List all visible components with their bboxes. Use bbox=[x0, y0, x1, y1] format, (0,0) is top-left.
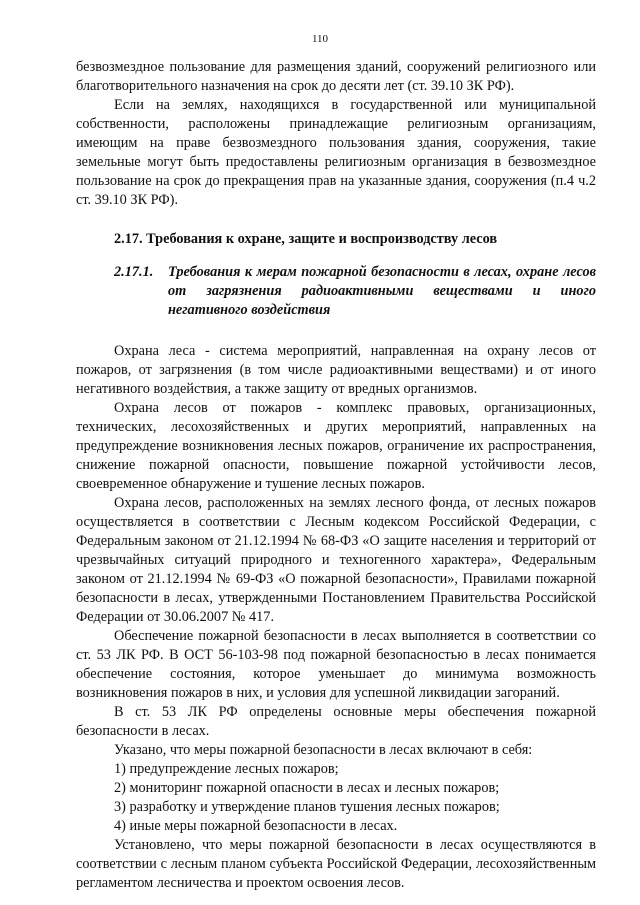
paragraph-fire-protection-definition: Охрана лесов от пожаров - комплекс правовых, организационных, технических, лесохозяйственных и других мероприятий, направленных на предупреждение возникновения лесных пожаров, ограничение их распространения, снижение пожарной опасности, повышение пожарной устойчивости лесов, своевременное обнаружение и тушение лесных пожаров. bbox=[76, 400, 596, 492]
paragraph-article-53: В ст. 53 ЛК РФ определены основные меры обеспечения пожарной безопасности в лесах. bbox=[76, 704, 596, 739]
paragraph-forest-protection-definition: Охрана леса - система мероприятий, направленная на охрану лесов от пожаров, от загрязнения (в том числе радиоактивными веществами) и от иного негативного воздействия, а также защиту от вредных организмов. bbox=[76, 343, 596, 397]
list-item: 4) иные меры пожарной безопасности в лесах. bbox=[114, 818, 398, 834]
subsection-title: Требования к мерам пожарной безопасности в лесах, охране лесов от загрязнения радиоактивными веществами и иного негативного воздействия bbox=[168, 264, 596, 318]
paragraph-final: Установлено, что меры пожарной безопасности в лесах осуществляются в соответствии с лесным планом субъекта Российской Федерации, лесохозяйственным регламентом лесничества и проектом освоения лесов. bbox=[76, 837, 596, 891]
subsection-heading bbox=[114, 263, 596, 320]
paragraph-religious-land: Если на землях, находящихся в государственной или муниципальной собственности, расположены принадлежащие религиозным организациям, имеющим на праве безвозмездного пользования здания, сооружения, такие земельные могут быть предоставлены религиозным организация в безвозмездное пользование на срок до прекращения прав на указанные здания, сооружения (п.4 ч.2 ст. 39.10 ЗК РФ). bbox=[76, 97, 596, 208]
page-content bbox=[76, 58, 596, 893]
paragraph-measures-intro: Указано, что меры пожарной безопасности в лесах включают в себя: bbox=[114, 742, 533, 758]
paragraph-ost-standard: Обеспечение пожарной безопасности в лесах выполняется в соответствии со ст. 53 ЛК РФ. В ОСТ 56-103-98 под пожарной безопасностью в лесах понимается обеспечение состояния, которое уменьшает до минимума возможность возникновения пожаров в них, и условия для успешной ликвидации загораний. bbox=[76, 628, 596, 701]
subsection-number: 2.17.1. bbox=[114, 264, 154, 280]
list-item: 2) мониторинг пожарной опасности в лесах и лесных пожаров; bbox=[114, 780, 500, 796]
paragraph-continued: безвозмездное пользование для размещения зданий, сооружений религиозного или благотворительного назначения на срок до десяти лет (ст. 39.10 ЗК РФ). bbox=[76, 59, 596, 94]
list-item: 1) предупреждение лесных пожаров; bbox=[114, 761, 339, 777]
section-heading: 2.17. Требования к охране, защите и воспроизводству лесов bbox=[114, 231, 498, 247]
list-item: 3) разработку и утверждение планов тушения лесных пожаров; bbox=[114, 799, 500, 815]
paragraph-legal-basis: Охрана лесов, расположенных на землях лесного фонда, от лесных пожаров осуществляется в соответствии с Лесным кодексом Российской Федерации, с Федеральным законом от 21.12.1994 № 68-ФЗ «О защите населения и территорий от чрезвычайных ситуаций природного и техногенного характера», Федеральным законом от 21.12.1994 № 69-ФЗ «О пожарной безопасности», Правилами пожарной безопасности в лесах, утвержденными Постановлением Правительства Российской Федерации от 30.06.2007 № 417. bbox=[76, 495, 596, 625]
page-number: 110 bbox=[311, 33, 329, 45]
